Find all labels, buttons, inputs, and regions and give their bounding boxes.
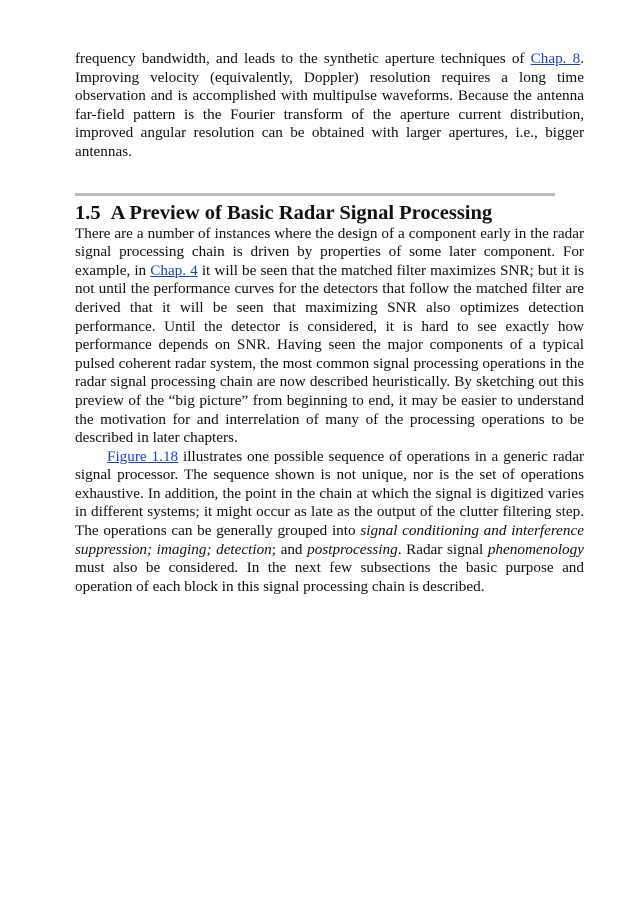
intro-paragraph xyxy=(75,50,584,162)
para2-emphasis-2: postprocessing xyxy=(307,540,398,558)
section-number: 1.5 xyxy=(75,201,101,224)
section-heading xyxy=(75,201,584,225)
document-page xyxy=(75,50,584,596)
section-divider xyxy=(75,193,555,196)
para2-emphasis-1: signal conditioning and interference suppression; imaging; detection xyxy=(75,522,585,558)
chap-8-link[interactable]: Chap. 8 xyxy=(530,50,581,67)
para2-text-1: illustrates one possible sequence of operations in a generic radar signal processor. The sequence shown is not unique, nor is the set of operations exhaustive. In addition, the point in the chain at which the signal is digitized varies in different systems; it might occur as late as the output of the clutter filtering step. The operations can be generally grouped into xyxy=(75,447,584,540)
para1-text-2: it will be seen that the matched filter maximizes SNR; but it is not until the performance curves for the detectors that follow the matched filter are derived that it will be seen that maximizing SNR also optimizes detection performance. Until the detector is considered, it is hard to see exactly how performance depends on SNR. Having seen the major components of a typical pulsed coherent radar system, the most common signal processing operations in the radar signal processing chain are now described heuristically. By sketching out this preview of the “big picture” from beginning to end, it may be easier to understand the motivation for and interrelation of many of the processing operations to be described in later chapters. xyxy=(75,261,584,447)
para2-text-3: . Radar signal xyxy=(397,540,488,558)
para2-text-2: ; and xyxy=(271,540,308,558)
intro-text-1: frequency bandwidth, and leads to the synthetic aperture techniques of xyxy=(75,50,531,67)
para1-text-1: There are a number of instances where the design of a component early in the radar signal processing chain is driven by properties of some later component. For example, in xyxy=(75,224,584,279)
para2-emphasis-3: phenomenology xyxy=(487,540,584,558)
figure-1-18-link[interactable]: Figure 1.18 xyxy=(107,447,179,465)
intro-text-2: . Improving velocity (equivalently, Doppler) resolution requires a long time observation and is accomplished with multipulse waveforms. Because the antenna far-field pattern is the Fourier transform of the aperture current distribution, improved angular resolution can be obtained with larger apertures, i.e., bigger antennas. xyxy=(75,50,585,160)
body-paragraph-2 xyxy=(75,448,584,597)
section-title: A Preview of Basic Radar Signal Processing xyxy=(110,201,493,224)
body-paragraph-1 xyxy=(75,225,584,448)
chap-4-link[interactable]: Chap. 4 xyxy=(150,261,198,279)
para2-text-4: must also be considered. In the next few subsections the basic purpose and operation of each block in this signal processing chain is described. xyxy=(75,559,584,595)
